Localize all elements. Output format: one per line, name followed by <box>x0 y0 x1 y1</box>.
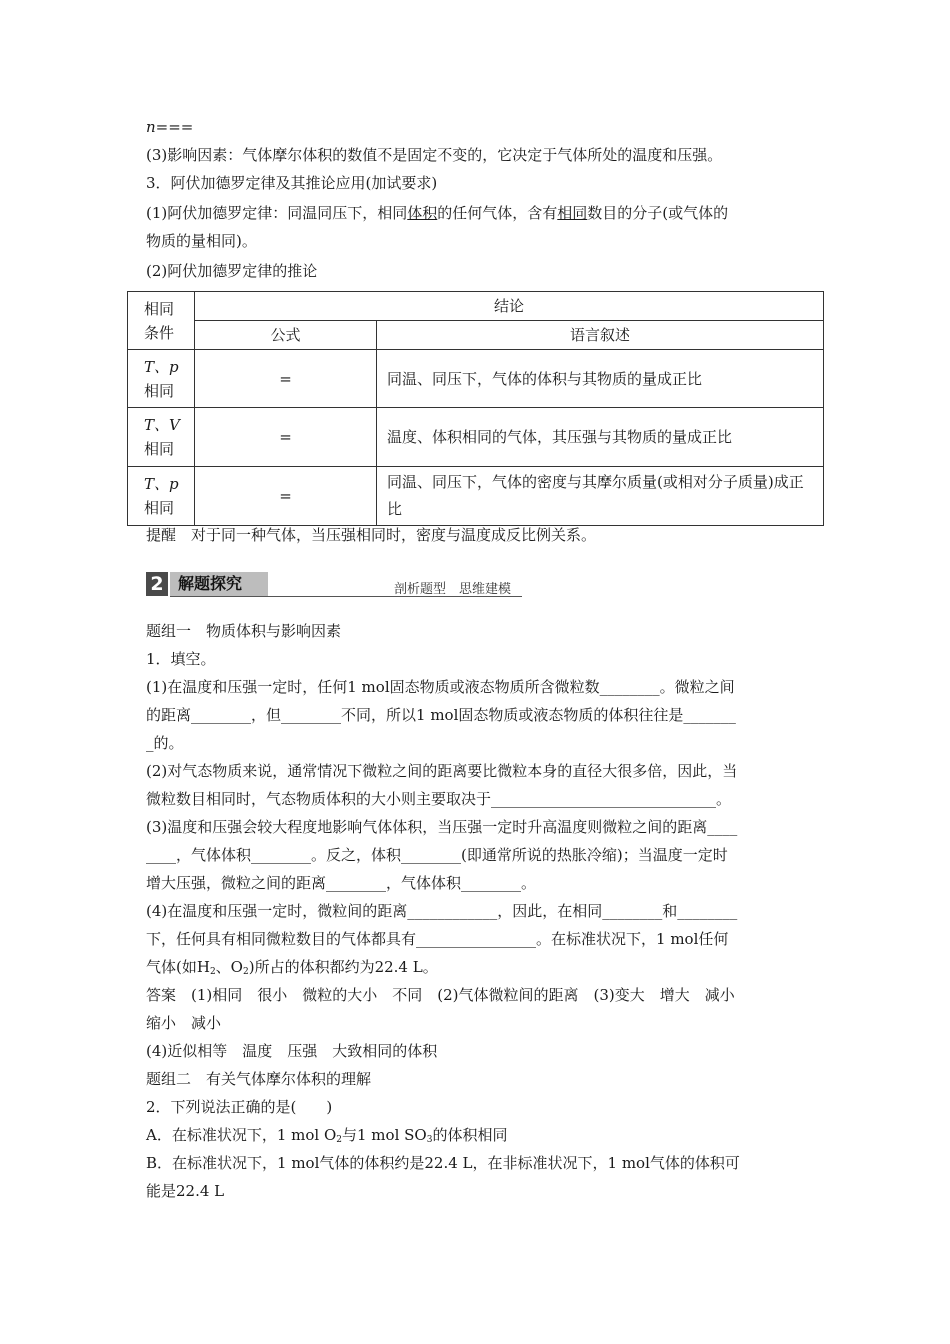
formula-cell: = <box>195 467 377 526</box>
header-conclusion: 结论 <box>195 292 824 321</box>
section-header <box>146 572 521 598</box>
corollary-heading: (2)阿伏加德罗定律的推论 <box>146 262 318 280</box>
header-formula: 公式 <box>195 321 377 350</box>
q1-part3-line1: (3)温度和压强会较大程度地影响气体体积，当压强一定时升高温度则微粒之间的距离____ <box>146 818 738 836</box>
answer-line-1: 答案 (1)相同 很小 微粒的大小 不同 (2)气体微粒间的距离 (3)变大 增大 减小 <box>146 986 735 1004</box>
q1-part2-line1: (2)对气态物质来说，通常情况下微粒之间的距离要比微粒本身的直径大很多倍，因此，当 <box>146 762 738 780</box>
description-cell: 同温、同压下，气体的密度与其摩尔质量(或相对分子质量)成正比 <box>377 467 824 526</box>
table-row <box>128 467 824 526</box>
group-one-heading: 题组一 物质体积与影响因素 <box>146 622 342 640</box>
section-title: 解题探究 <box>170 572 268 596</box>
law-text-c: 的任何气体，含有 <box>437 204 558 222</box>
q1-part4-line2: 下，任何具有相同微粒数目的气体都具有________________。在标准状况下，1 mol任何 <box>146 930 729 948</box>
q1-part4-line3: 气体(如$H_2$、$O_2$)所占的体积都约为22.4 L。 <box>146 958 438 977</box>
section-number: 2 <box>146 572 168 596</box>
table-row <box>128 350 824 408</box>
formula-cell: = <box>195 408 377 467</box>
law-line-2: 物质的量相同)。 <box>146 232 257 250</box>
option-b-line2: 能是22.4 L <box>146 1182 225 1200</box>
corollary-table <box>127 291 824 526</box>
condition-cell: T、V 相同 <box>128 408 195 467</box>
question-2: 2．下列说法正确的是( ) <box>146 1098 333 1116</box>
law-text-a: (1)阿伏加德罗定律：同温同压下，相同 <box>146 204 408 222</box>
law-underline-same: 相同 <box>557 204 588 222</box>
q1-part3-line2: ____，气体体积________。反之，体积________(即通常所说的热胀冷缩)；当温度一定时 <box>146 846 728 864</box>
law-line <box>146 202 728 224</box>
header-condition: 相同 条件 <box>128 292 195 350</box>
question-1: 1．填空。 <box>146 650 216 668</box>
condition-cell: T、p 相同 <box>128 350 195 408</box>
option-a: A．在标准状况下，1 mol $O_2$与1 mol $SO_3$的体积相同 <box>146 1126 508 1145</box>
q1-part2-line2: 微粒数目相同时，气态物质体积的大小则主要取决于______________________________。 <box>146 790 732 808</box>
answer-line-3: (4)近似相等 温度 压强 大致相同的体积 <box>146 1042 438 1060</box>
header-description: 语言叙述 <box>377 321 824 350</box>
q1-part3-line3: 增大压强，微粒之间的距离________，气体体积________。 <box>146 874 537 892</box>
q1-part1-line2: 的距离________，但________不同，所以1 mol固态物质或液态物质的体积往往是_______ <box>146 706 736 724</box>
q1-part1-line3: _的。 <box>146 734 184 752</box>
formula-line <box>146 116 193 138</box>
section-subtitle: 剖析题型 思维建模 <box>394 582 512 597</box>
formula-text: n=== <box>146 118 194 136</box>
condition-cell: T、p 相同 <box>128 467 195 526</box>
factor-line: (3)影响因素：气体摩尔体积的数值不是固定不变的，它决定于气体所处的温度和压强。 <box>146 146 723 164</box>
option-b-line1: B．在标准状况下，1 mol气体的体积约是22.4 L，在非标准状况下，1 mol气体的体积可 <box>146 1154 740 1172</box>
law-text-e: 数目的分子(或气体的 <box>587 204 729 222</box>
table-row <box>128 408 824 467</box>
answer-line-2: 缩小 减小 <box>146 1014 222 1032</box>
group-two-heading: 题组二 有关气体摩尔体积的理解 <box>146 1070 372 1088</box>
description-cell: 温度、体积相同的气体，其压强与其物质的量成正比 <box>377 408 824 467</box>
law-underline-volume: 体积 <box>407 204 438 222</box>
q1-part4-line1: (4)在温度和压强一定时，微粒间的距离____________，因此，在相同________和________ <box>146 902 738 920</box>
formula-cell: = <box>195 350 377 408</box>
q1-part1-line1: (1)在温度和压强一定时，任何1 mol固态物质或液态物质所含微粒数________。微粒之间 <box>146 678 735 696</box>
heading-avogadro: 3．阿伏加德罗定律及其推论应用(加试要求) <box>146 174 438 192</box>
description-cell: 同温、同压下，气体的体积与其物质的量成正比 <box>377 350 824 408</box>
reminder-line: 提醒 对于同一种气体，当压强相同时，密度与温度成反比例关系。 <box>146 526 597 544</box>
